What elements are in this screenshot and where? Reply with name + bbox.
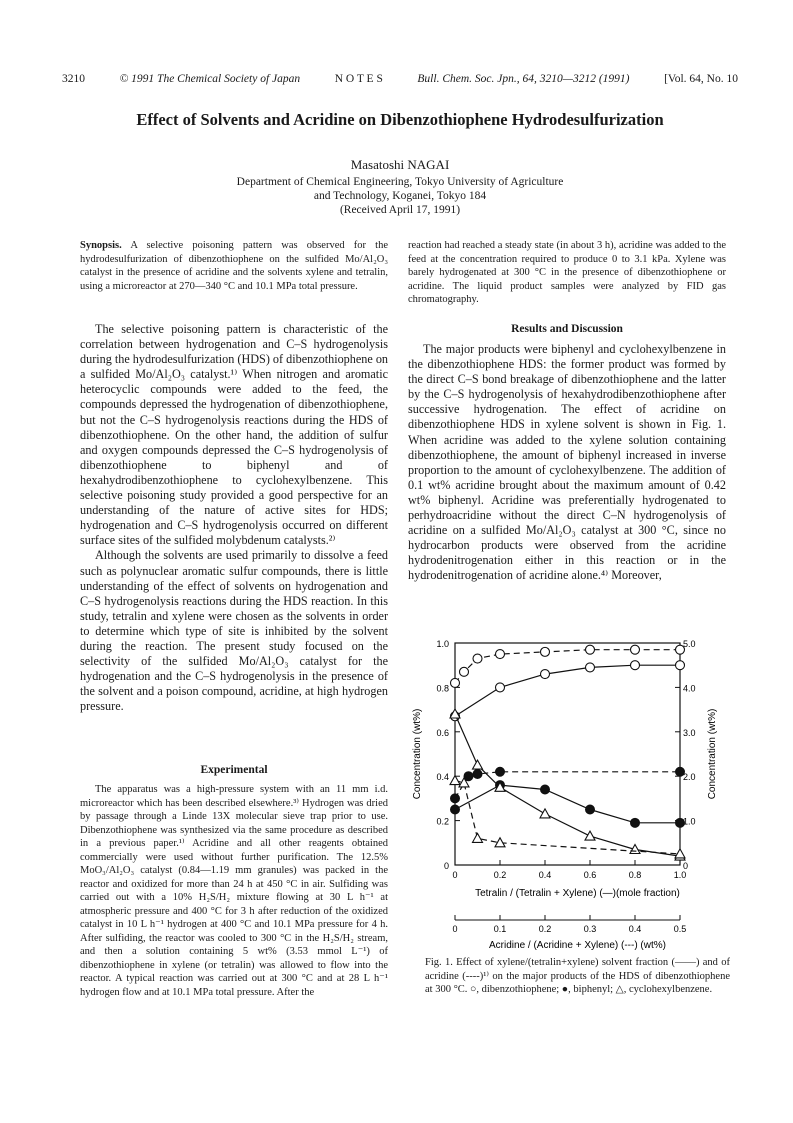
experimental-paragraph: The apparatus was a high-pressure system with an 11 mm i.d. microreactor which has been described elsewhere.³⁾ Hydrogen was dried by passage through a Linde 13X molecular sieve trap prior to use. Dibenzothiophene was synthesized via the same procedure as described in a previous paper.¹⁾ Acridine and all other reagents obtained commercially were used without further purification. The 12.5% MoO₃/Al₂O₃ catalyst (0.84—1.19 mm granules) was packed in the reactor and oxidized for more than 24 h at 450 °C in air. Sulfiding was carried out with a 10% H₂S/H₂ mixture flowing at 30 L h⁻¹ at atmospheric pressure and 400 °C for 3 h after reduction of the oxidized catalyst in 10 L h⁻¹ hydrogen at 400 °C and 10.1 MPa pressure for 4 h. After sulfiding, the reactor was cooled to 300 °C in the H₂S/H₂ stream, and then a solution containing 5 wt% (3.53 mmol L⁻¹) of dibenzothiophene in xylene (or tetralin) was allowed to flow into the reactor. A typical reaction was carried out at 300 °C and at 28 L h⁻¹ hydrogen flow and at 10.1 MPa total pressure. After the: [80, 784, 388, 998]
data-point-open-circle: [541, 647, 550, 656]
data-point-open-triangle: [675, 849, 685, 858]
results-heading: Results and Discussion: [511, 323, 623, 335]
x-tick-label: 0: [452, 870, 458, 880]
article-title: Effect of Solvents and Acridine on Dibenzothiophene Hydrodesulfurization: [136, 110, 664, 129]
data-point-open-triangle: [585, 831, 595, 840]
data-point-filled-circle: [586, 805, 595, 814]
y2-tick-label: 4.0: [683, 683, 696, 694]
data-point-filled-circle: [473, 769, 482, 778]
data-point-open-circle: [586, 663, 595, 672]
data-point-open-circle: [586, 645, 595, 654]
synopsis-label: Synopsis.: [80, 240, 122, 251]
data-point-open-circle: [496, 650, 505, 659]
affiliation-line2: and Technology, Koganei, Tokyo 184: [313, 190, 487, 202]
experimental-heading: Experimental: [200, 764, 268, 776]
data-point-filled-circle: [496, 767, 505, 776]
data-point-open-triangle: [540, 809, 550, 818]
synopsis: [80, 239, 388, 293]
figure-1: [395, 625, 735, 955]
data-point-open-circle: [473, 654, 482, 663]
x-tick-label: 0.6: [583, 870, 597, 880]
y-tick-label: 0.2: [436, 816, 449, 827]
journal-citation: Bull. Chem. Soc. Jpn., 64, 3210—3212 (1991): [417, 73, 630, 85]
data-point-open-triangle: [473, 833, 483, 842]
intro-paragraph-2: Although the solvents are used primarily to dissolve a feed such as polynuclear aromatic sulfur compounds, there is little understanding of the effect of solvents on hydrogenation and C–S hydrogenolysis reactions during the HDS reaction. In this study, tetralin and xylene were chosen as the solvents in order to determine which type of site is inhibited by the solvent during the reaction. The present study focused on the selectivity of the sulfided Mo/Al₂O₃ catalyst for the hydrogenation and the C–S hydrogenolysis in the presence of the solvent and a poison compound, acridine, at high hydrogen pressure.: [80, 548, 388, 714]
data-point-open-circle: [631, 661, 640, 670]
x2-tick-label: 0.5: [673, 924, 687, 934]
x2-tick-label: 0.4: [628, 924, 642, 934]
data-point-open-circle: [460, 667, 469, 676]
x2-tick-label: 0: [452, 924, 458, 934]
series-line-0: [455, 665, 680, 716]
plot-frame: [455, 643, 680, 865]
x-tick-label: 0.2: [493, 870, 507, 880]
y-tick-label: 0.6: [436, 727, 449, 738]
figure-1-chart: [395, 625, 735, 955]
x-tick-label: 1.0: [673, 870, 687, 880]
data-point-open-circle: [631, 645, 640, 654]
page-number: 3210: [62, 73, 85, 85]
data-point-filled-circle: [451, 805, 460, 814]
data-point-filled-circle: [631, 818, 640, 827]
y2-tick-label: 1.0: [683, 816, 696, 827]
running-header: [62, 73, 738, 85]
y-tick-label: 1.0: [436, 639, 449, 649]
figure-caption: Fig. 1. Effect of xylene/(tetralin+xylene) solvent fraction (——) and of acridine (----)¹⁾ on the major products of the HDS of dibenzothiophene at 300 °C. ○, dibenzothiophene; ●, biphenyl; △, cyclohexylbenzene.: [425, 957, 730, 996]
data-point-open-triangle: [473, 760, 483, 769]
copyright: © 1991 The Chemical Society of Japan: [119, 73, 301, 85]
x2-axis-label: Acridine / (Acridine + Xylene) (---) (wt%): [489, 940, 666, 951]
y-tick-label: 0.4: [436, 772, 449, 783]
results-heading-wrap: [408, 323, 726, 335]
data-point-open-triangle: [450, 776, 460, 785]
synopsis-text: A selective poisoning pattern was observed for the hydrodesulfurization of dibenzothiophene on the sulfided Mo/Al₂O₃ catalyst in the presence of acridine and the solvents xylene and tetralin, using a microreactor at 270—340 °C and 10.1 MPa total pressure.: [80, 240, 389, 292]
y2-tick-label: 2.0: [683, 772, 696, 783]
affiliation: [62, 175, 738, 217]
series-line-1: [455, 785, 680, 823]
x2-tick-label: 0.3: [583, 924, 597, 934]
y2-tick-label: 0: [683, 861, 689, 871]
received-date: (Received April 17, 1991): [339, 204, 461, 216]
y2-tick-label: 3.0: [683, 727, 696, 738]
experimental-heading-wrap: [80, 764, 388, 776]
series-line-2: [455, 714, 680, 856]
volume-label: [Vol. 64, No. 10: [664, 73, 738, 85]
affiliation-line1: Department of Chemical Engineering, Tokyo University of Agriculture: [236, 176, 564, 188]
y-tick-label: 0: [443, 861, 449, 871]
section-label: N O T E S: [334, 73, 383, 85]
y-axis-label: Concentration (wt%): [412, 708, 423, 800]
data-point-filled-circle: [451, 794, 460, 803]
experimental-section: [80, 783, 388, 999]
intro-paragraph-1: The selective poisoning pattern is characteristic of the correlation between hydrogenation and C–S hydrogenolysis during the hydrodesulfurization (HDS) of dibenzothiophene on a sulfided Mo/Al₂O₃ catalyst.¹⁾ When nitrogen and aromatic heterocyclic compounds were added to the feed, the compounds depressed the hydrogenation of dibenzothiophene, but not the C–S hydrogenolysis reactions during the HDS of dibenzothiophene. On the other hand, the addition of sulfur and oxygen compounds depressed the C–S hydrogenolysis of dibenzothiophene to biphenyl and of hexahydrodibenzothiophene to cyclohexylbenzene. This selective poisoning study provided a good perspective for an understanding of the nature of active sites for HDS; hydrogenation and C–S hydrogenolysis occurred on different surface sites of the sulfided molybdenum catalysts.²⁾: [80, 322, 389, 548]
x-tick-label: 0.4: [538, 870, 552, 880]
data-point-open-circle: [541, 670, 550, 679]
x-axis-label: Tetralin / (Tetralin + Xylene) (—)(mole fraction): [475, 888, 680, 899]
data-point-filled-circle: [541, 785, 550, 794]
data-point-open-circle: [676, 661, 685, 670]
x-tick-label: 0.8: [628, 870, 642, 880]
x2-tick-label: 0.1: [493, 924, 507, 934]
series-line-3: [455, 650, 680, 683]
results-section: [408, 342, 726, 584]
author-name: Masatoshi NAGAI: [350, 157, 450, 172]
experimental-continued: reaction had reached a steady state (in about 3 h), acridine was added to the feed at the concentration required to produce 0 to 3.1 kPa. Xylene was barely hydrogenated at 300 °C in the presence of dibenzothiophene or acridine. The liquid product samples were analyzed by FID gas chromatography.: [408, 240, 726, 306]
x2-tick-label: 0.2: [538, 924, 552, 934]
y2-tick-label: 5.0: [683, 639, 696, 649]
data-point-open-circle: [451, 678, 460, 687]
y2-axis-label: Concentration (wt%): [707, 708, 718, 800]
results-paragraph-1: The major products were biphenyl and cyclohexylbenzene in the dibenzothiophene HDS: the former product was formed by the direct C–S bond breakage of dibenzothiophene and the latter by the C–S hydrogenolysis of hexahydrodibenzothiophene after successive hydrogenation. The effect of acridine on dibenzothiophene HDS in xylene solvent is shown in Fig. 1. When acridine was added to the xylene solution containing dibenzothiophene, the amount of biphenyl increased in inverse proportion to the amount of cyclohexylbenzene. The addition of 0.1 wt% acridine brought about the maximum amount of 0.42 wt% biphenyl. Acridine was preferentially hydrogenated to perhydroacridine without the direct C–N hydrogenolysis of acridine on a sulfided Mo/Al₂O₃ catalyst at 300 °C, since no hydrocarbon products were observed from the acridine hydrodenitrogenation either in this reaction or in the hydrodenitrogenation of acridine alone.⁴⁾ Moreover,: [408, 342, 726, 583]
y-tick-label: 0.8: [436, 683, 449, 694]
data-point-open-circle: [496, 683, 505, 692]
introduction: [80, 322, 388, 714]
